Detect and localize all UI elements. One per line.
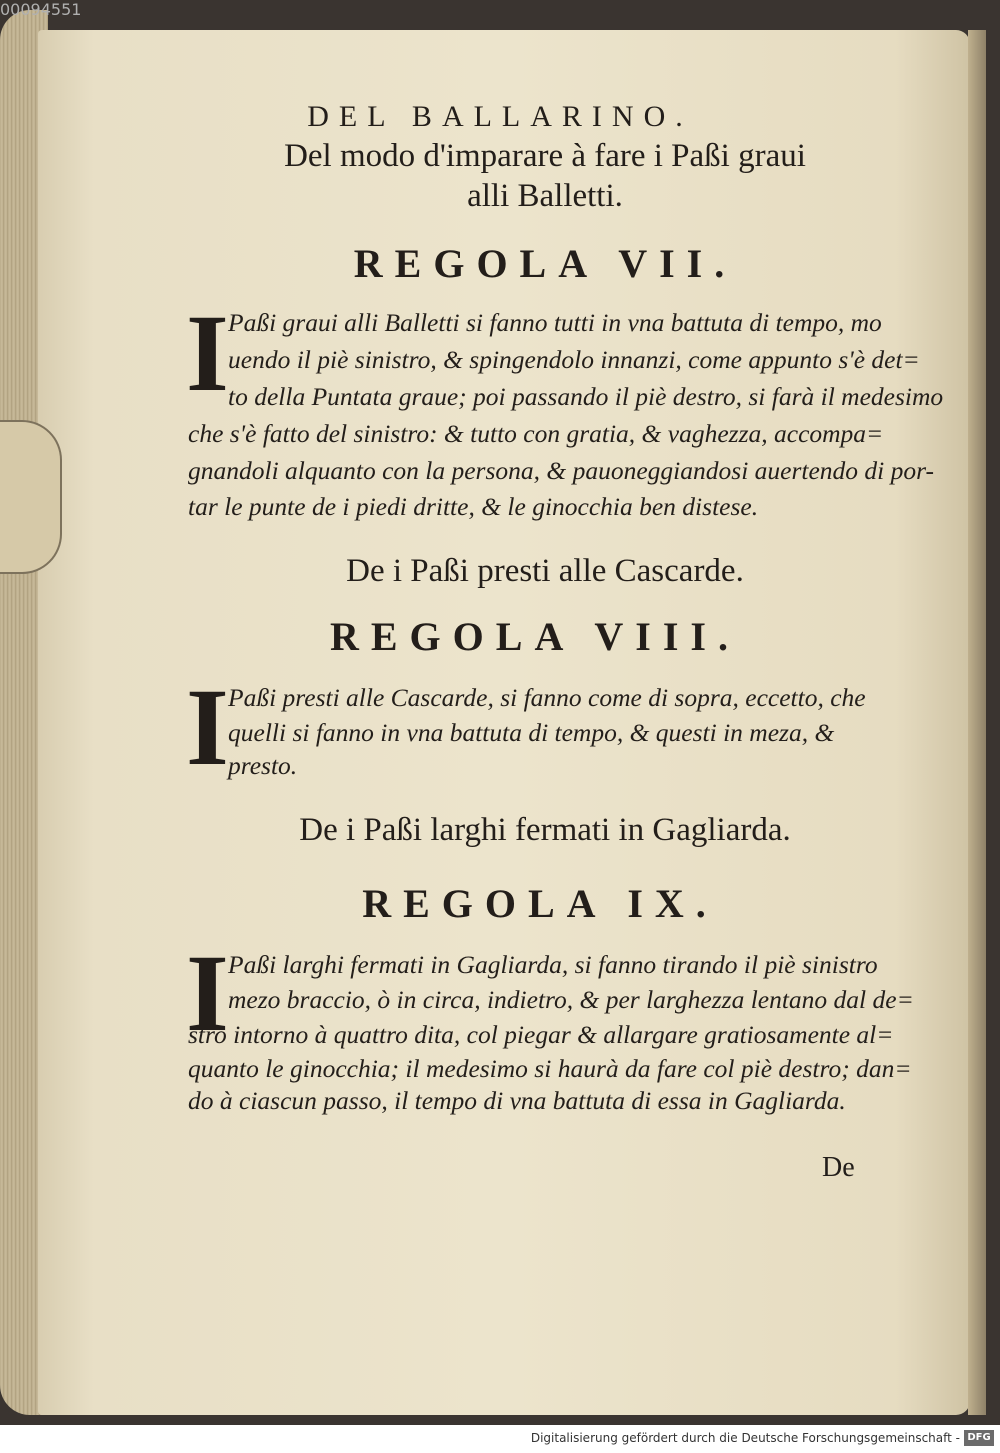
catchword: De [822, 1152, 855, 1183]
body-line: quelli si fanno in vna battuta di tempo, & questi in meza, & [228, 718, 835, 747]
body-line: stro intorno à quattro dita, col piegar & allargare gratiosamente al= [188, 1020, 894, 1049]
running-head: DEL BALLARINO. [307, 100, 693, 133]
body-line: presto. [228, 751, 298, 780]
section-title: De i Paßi presti alle Cascarde. [346, 553, 744, 589]
footer-text: Digitalisierung gefördert durch die Deutsche Forschungsgemeinschaft - [530, 1431, 960, 1445]
rule-heading: REGOLA VII. [353, 241, 737, 286]
drop-cap: I [186, 292, 229, 414]
body-line: to della Puntata graue; poi passando il piè destro, si farà il medesimo [228, 382, 944, 411]
rule-heading: REGOLA VIII. [329, 614, 740, 659]
body-line: quanto le ginocchia; il medesimo si haurà da fare col piè destro; dan= [188, 1054, 912, 1083]
section-title: alli Balletti. [467, 178, 623, 214]
reference-number: 00094551 [0, 0, 82, 19]
body-line: che s'è fatto del sinistro: & tutto con gratia, & vaghezza, accompa= [188, 419, 884, 448]
drop-cap: I [186, 666, 229, 788]
section-title: Del modo d'imparare à fare i Paßi graui [284, 138, 806, 174]
section-title: De i Paßi larghi fermati in Gagliarda. [299, 812, 791, 848]
page-right-edge [968, 30, 986, 1415]
fold-tab [0, 420, 62, 574]
body-line: gnandoli alquanto con la persona, & pauoneggiandosi auertendo di por- [188, 456, 935, 485]
body-line: Paßi larghi fermati in Gagliarda, si fanno tirando il piè sinistro [228, 950, 878, 979]
dfg-logo-icon: DFG [964, 1430, 994, 1446]
body-line: mezo braccio, ò in circa, indietro, & per larghezza lentano dal de= [228, 985, 914, 1014]
drop-cap: I [186, 932, 229, 1054]
body-line: Paßi presti alle Cascarde, si fanno come di sopra, eccetto, che [228, 683, 866, 712]
body-line: do à ciascun passo, il tempo di vna battuta di essa in Gagliarda. [188, 1086, 846, 1115]
rule-heading: REGOLA IX. [362, 881, 718, 926]
body-line: tar le punte de i piedi dritte, & le ginocchia ben distese. [188, 492, 759, 521]
body-line: uendo il piè sinistro, & spingendolo innanzi, come appunto s'è det= [228, 345, 920, 374]
body-line: Paßi graui alli Balletti si fanno tutti in vna battuta di tempo, mo [228, 308, 882, 337]
footer [0, 1425, 1000, 1453]
